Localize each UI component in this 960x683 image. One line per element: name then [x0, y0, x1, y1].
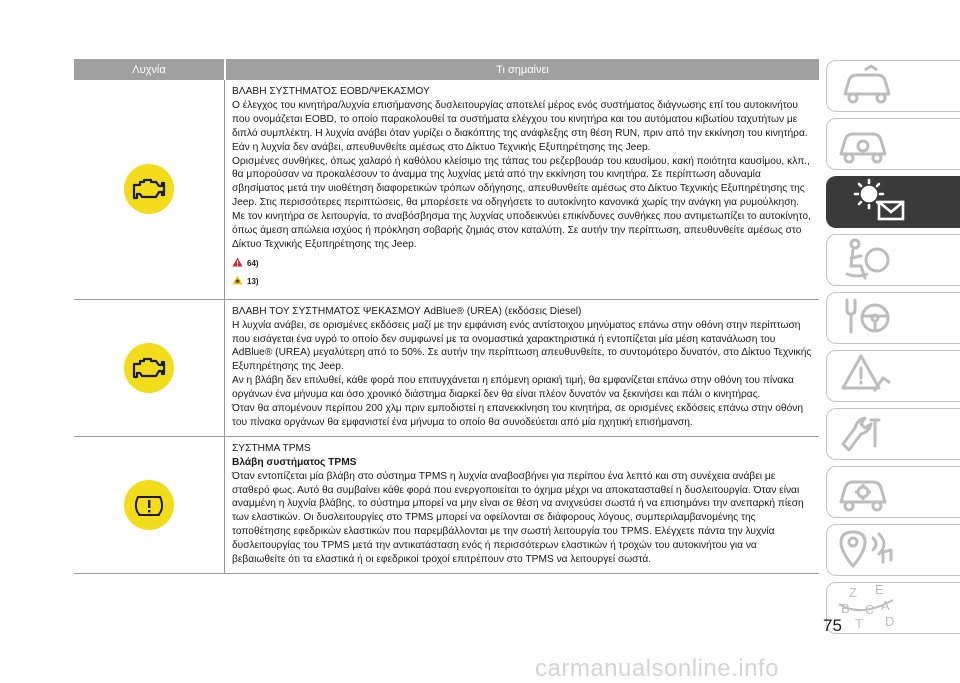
index-letters-icon	[827, 582, 960, 634]
car-info-icon	[827, 60, 960, 112]
note-warning[interactable]	[232, 257, 813, 272]
tab-dashboard[interactable]	[826, 118, 960, 170]
emergency-triangle-icon	[827, 350, 960, 402]
svg-text:E: E	[875, 582, 884, 597]
tab-technical-data[interactable]	[826, 466, 960, 518]
row-paragraph: Ορισμένες συνθήκες, όπως χαλαρό ή καθόλου κλείσιμο της τάπας του ρεζερβουάρ του καυσίμου, κακή ποιότητα καυσίμου, κλπ., θα μπορούσαν να προκαλέσουν το άναμμα της λυχνίας μετά από την εκκίνηση του κινητήρα. Σε περίπτωση αδυναμία σβησίματος μετά την υιοθέτηση διαφορετικών τρόπων οδήγησης, απευθυνθείτε αμέσως στο Δίκτυο Τεχνικής Εξυπηρέτησης της Jeep. Στις περισσότερες περιπτώσεις, θα μπορέσετε να οδηγήσετε το αυτοκίνητο κανονικά χωρίς την ανάγκη για ρυμούλκηση.	[232, 155, 810, 209]
check-engine-icon	[124, 164, 174, 214]
driving-steering-icon	[827, 292, 960, 344]
tab-safety[interactable]	[826, 234, 960, 286]
svg-text:A: A	[881, 597, 890, 613]
table-cell-text	[225, 437, 819, 573]
header-lamp: Λυχνία	[74, 59, 226, 80]
row-title: ΣΥΣΤΗΜΑ TPMS	[232, 442, 311, 454]
row-paragraph: Με τον κινητήρα σε λειτουργία, το αναβόσβησμα της λυχνίας υποδεικνύει επικίνδυνες συνθήκες που αντιμετωπίζει το αυτοκίνητο, όπως άμεση απώλεια ισχύος ή πρόκληση σοβαρής ζημιάς στον καταλύτη. Σε αυτήν την περίπτωση, απευθυνθείτε αμέσως στο Δίκτυο Τεχνικής Εξυπηρέτησης της Jeep.	[232, 211, 811, 250]
table-cell-icon	[74, 80, 225, 299]
svg-text:T: T	[855, 615, 863, 631]
row-title: ΒΛΑΒΗ ΤΟΥ ΣΥΣΤΗΜΑΤΟΣ ΨΕΚΑΣΜΟΥ AdBlue® (UREA) (εκδόσεις Diesel)	[232, 305, 582, 317]
warning-lights-icon	[827, 176, 960, 228]
row-subtitle: Βλάβη συστήματος TPMS	[232, 456, 357, 468]
table-row	[74, 80, 819, 300]
note-caution[interactable]	[232, 275, 813, 290]
row-paragraph: Όταν εντοπίζεται μία βλάβη στο σύστημα TPMS η λυχνία αναβοσβήνει για περίπου ένα λεπτό και στη συνέχεια ανάβει με σταθερό φως. Αυτό θα συμβαίνει κάθε φορά που ενεργοποιείται το όχημα μέχρι να αποκατασταθεί η δυσλειτουργία. Όταν είναι αναμμένη η λυχνία βλάβης, το σύστημα μπορεί να μην είναι σε θέση να ανιχνεύσει σωστά ή να επισημάνει την ανεπαρκή πίεση των ελαστικών. Οι δυσλειτουργίες στο TPMS μπορεί να οφείλονται σε διάφορους λόγους, συμπεριλαμβανομένης της τοποθέτησης εφεδρικών ελαστικών που παρεμβάλλονται με την σωστή λειτουργία του TPMS. Ελέγχετε πάντα την λυχνία δυσλειτουργίας του TPMS μετά την αντικατάσταση ενός ή περισσότερων ελαστικών ή τροχών του αυτοκινήτου για να βεβαιωθείτε ότι τα ελαστικά ή οι εφεδρικοί τροχοί επιτρέπουν στο TPMS να λειτουργεί σωστά.	[232, 470, 804, 566]
warning-triangle-icon	[232, 257, 243, 272]
row-paragraph: Η λυχνία ανάβει, σε ορισμένες εκδόσεις μαζί με την εμφάνιση ενός αντίστοιχου μηνύματος επάνω στην οθόνη στην περίπτωση που εισάγεται ένα υγρό το οποίο δεν συμφωνεί με τα ονομαστικά χαρακτηριστικά ή εντοπίζεται μία μέση κατανάλωση του AdBlue® (UREA) μεγαλύτερη από το 50%. Σε αυτήν την περίπτωση απευθυνθείτε, το συντομότερο δυνατόν, στο Δίκτυο Τεχνικής Εξυπηρέτησης της Jeep.	[232, 319, 812, 373]
svg-text:B: B	[841, 600, 850, 616]
tab-car-info[interactable]	[826, 60, 960, 112]
tab-multimedia[interactable]	[826, 524, 960, 576]
airbag-safety-icon	[827, 234, 960, 286]
svg-text:Z: Z	[849, 584, 857, 600]
multimedia-icon	[827, 524, 960, 576]
tab-warning-lights[interactable]	[826, 176, 960, 228]
caution-hand-icon	[232, 275, 243, 290]
note-label: 64)	[247, 259, 259, 269]
tpms-icon	[124, 480, 174, 530]
svg-text:C: C	[865, 601, 875, 617]
row-title: ΒΛΑΒΗ ΣΥΣΤΗΜΑΤΟΣ EOBD/ΨΕΚΑΣΜΟΥ	[232, 86, 430, 97]
table-row	[74, 437, 819, 574]
table-cell-icon	[74, 300, 225, 436]
table-cell-icon	[74, 437, 225, 573]
tab-maintenance[interactable]	[826, 408, 960, 460]
warning-lights-table	[74, 59, 819, 574]
notes	[232, 257, 813, 290]
row-paragraph: Αν η βλάβη δεν επιλυθεί, κάθε φορά που επιτυγχάνεται η επόμενη οριακή τιμή, θα εμφανίζεται επάνω στην οθόνη του πίνακα οργάνων ένα μήνυμα και όσο χρονικό διάστημα διαρκεί δεν θα είναι πλέον δυνατόν να ξεκινήσει και πάλι ο κινητήρας.	[232, 375, 794, 401]
row-paragraph: Ο έλεγχος του κινητήρα/λυχνία επισήμανσης δυσλειτουργίας αποτελεί μέρος ενός συστήματος διάγνωσης επί του αυτοκινήτου που ονομάζεται EOBD, το οποίο παρακολουθεί τα συστήματα ελέγχου του κινητήρα και του αυτόματου κιβωτίου ταχυτήτων με διπλό συμπλέκτη. Η λυχνία ανάβει όταν γυρίζει ο διακόπτης της ανάφλεξης στη θέση RUN, πριν από την εκκίνηση του κινητήρα. Εάν η λυχνία δεν ανάβει, απευθυνθείτε αμέσως στο Δίκτυο Τεχνικής Εξυπηρέτησης της Jeep.	[232, 99, 808, 153]
header-meaning: Τι σημαίνει	[496, 63, 549, 76]
table-cell-text	[225, 300, 819, 436]
table-header	[74, 59, 819, 80]
tab-driving[interactable]	[826, 292, 960, 344]
row-paragraph: Όταν θα απομένουν περίπου 200 χλμ πριν εμποδιστεί η επανεκκίνηση του κινητήρα, σε ορισμένες εκδόσεις επάνω στην οθόνη του πίνακα οργάνων θα εμφανιστεί ένα μήνυμα το οποίο θα συνοδεύεται από μία ηχητική επισήμανση.	[232, 403, 804, 428]
technical-data-icon	[827, 466, 960, 518]
page-number: 75	[823, 616, 842, 635]
table-cell-text	[225, 80, 819, 299]
tab-index[interactable]	[826, 582, 960, 634]
watermark: carmanualsonline.info	[535, 655, 779, 682]
note-label: 13)	[247, 277, 259, 287]
tab-emergency[interactable]	[826, 350, 960, 402]
check-engine-icon	[124, 343, 174, 393]
table-row	[74, 300, 819, 437]
maintenance-tools-icon	[827, 408, 960, 460]
svg-text:D: D	[885, 613, 895, 629]
car-dashboard-icon	[827, 118, 960, 170]
